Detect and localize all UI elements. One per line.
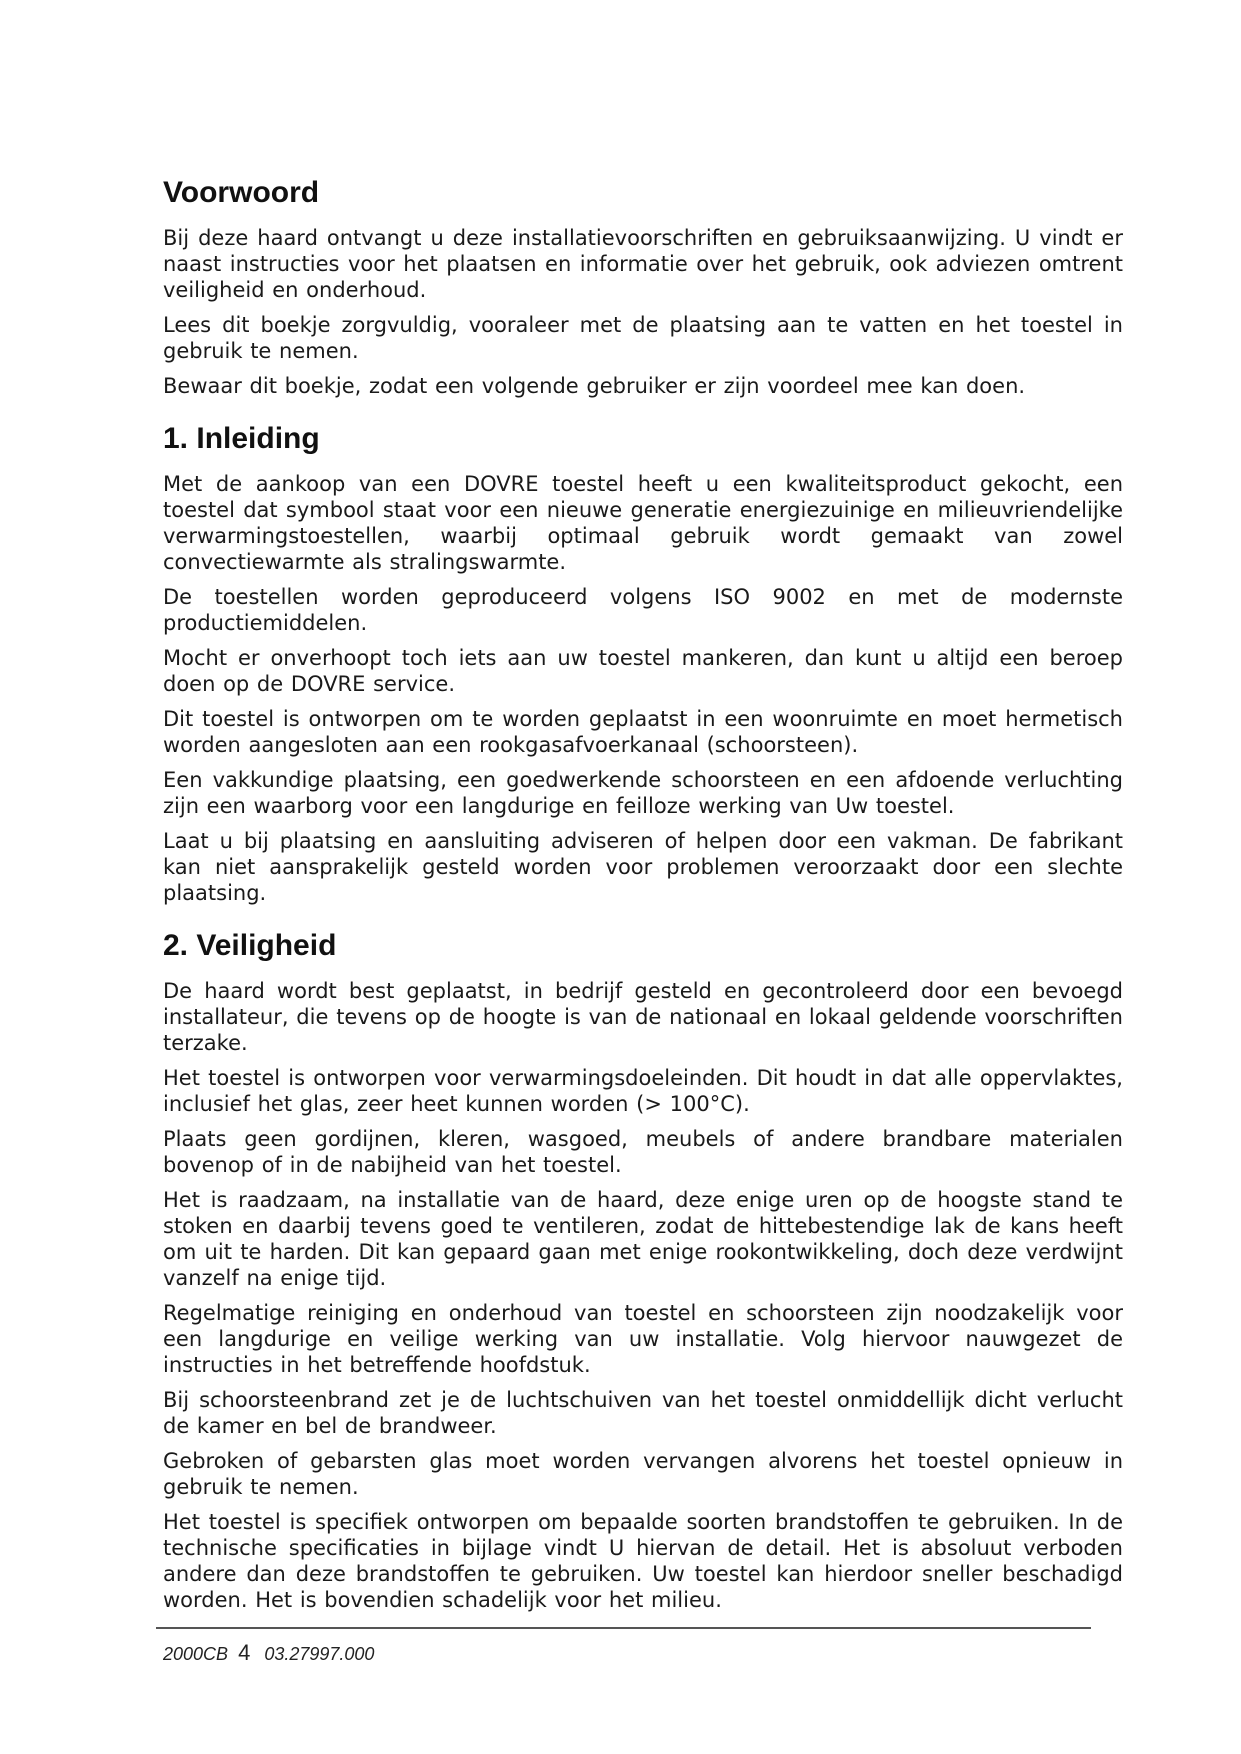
safety-paragraph: Gebroken of gebarsten glas moet worden vervangen alvorens het toestel opnieuw in gebruik te nemen. <box>163 1449 1123 1499</box>
page-content <box>163 175 1123 1622</box>
section-foreword <box>163 175 1123 399</box>
footer-page-number: 4 <box>238 1640 251 1665</box>
safety-paragraph: Het is raadzaam, na installatie van de haard, deze enige uren op de hoogste stand te stoken en daarbij tevens goed te ventileren, zodat de hittebestendige lak de kans heeft om uit te harden. Dit kan gepaard gaan met enige rookontwikkeling, doch deze verdwijnt vanzelf na enige tijd. <box>163 1188 1123 1290</box>
section-introduction <box>163 421 1123 906</box>
foreword-paragraph: Lees dit boekje zorgvuldig, vooraleer met de plaatsing aan te vatten en het toestel in gebruik te nemen. <box>163 313 1123 363</box>
foreword-heading: Voorwoord <box>163 176 320 209</box>
safety-paragraph: Het toestel is ontworpen voor verwarmingsdoeleinden. Dit houdt in dat alle oppervlaktes, inclusief het glas, zeer heet kunnen worden (> 100°C). <box>163 1066 1123 1116</box>
safety-paragraph: Plaats geen gordijnen, kleren, wasgoed, meubels of andere brandbare materialen bovenop of in de nabijheid van het toestel. <box>163 1127 1123 1177</box>
safety-paragraph: De haard wordt best geplaatst, in bedrijf gesteld en gecontroleerd door een bevoegd installateur, die tevens op de hoogte is van de nationaal en lokaal geldende voorschriften terzake. <box>163 979 1123 1055</box>
footer-divider <box>156 1627 1091 1629</box>
safety-paragraph: Bij schoorsteenbrand zet je de luchtschuiven van het toestel onmiddellijk dicht verlucht de kamer en bel de brandweer. <box>163 1388 1123 1438</box>
introduction-paragraph: Laat u bij plaatsing en aansluiting adviseren of helpen door een vakman. De fabrikant kan niet aansprakelijk gesteld worden voor problemen veroorzaakt door een slechte plaatsing. <box>163 829 1123 905</box>
introduction-paragraph: Mocht er onverhoopt toch iets aan uw toestel mankeren, dan kunt u altijd een beroep doen op de DOVRE service. <box>163 646 1123 696</box>
section-safety <box>163 928 1123 1613</box>
introduction-paragraph: Een vakkundige plaatsing, een goedwerkende schoorsteen en een afdoende verluchting zijn een waarborg voor een langdurige en feilloze werking van Uw toestel. <box>163 768 1123 818</box>
footer-model: 2000CB <box>163 1644 229 1664</box>
foreword-paragraph: Bij deze haard ontvangt u deze installatievoorschriften en gebruiksaanwijzing. U vindt er naast instructies voor het plaatsen en informatie over het gebruik, ook adviezen omtrent veiligheid en onderhoud. <box>163 226 1123 302</box>
safety-paragraph: Het toestel is specifiek ontworpen om bepaalde soorten brandstoffen te gebruiken. In de technische specificaties in bijlage vindt U hiervan de detail. Het is absoluut verboden andere dan deze brandstoffen te gebruiken. Uw toestel kan hierdoor sneller beschadigd worden. Het is bovendien schadelijk voor het milieu. <box>163 1510 1123 1612</box>
introduction-paragraph: Met de aankoop van een DOVRE toestel heeft u een kwaliteitsproduct gekocht, een toestel dat symbool staat voor een nieuwe generatie energiezuinige en milieuvriendelijke verwarmingstoestellen, waarbij optimaal gebruik wordt gemaakt van zowel convectiewarmte als stralingswarmte. <box>163 472 1123 574</box>
introduction-paragraph: De toestellen worden geproduceerd volgens ISO 9002 en met de modernste productiemiddelen. <box>163 585 1123 635</box>
page-footer <box>163 1640 374 1666</box>
foreword-paragraph: Bewaar dit boekje, zodat een volgende gebruiker er zijn voordeel mee kan doen. <box>163 374 1026 398</box>
footer-doc-code: 03.27997.000 <box>264 1644 375 1664</box>
introduction-heading: 1. Inleiding <box>163 422 320 455</box>
safety-paragraph: Regelmatige reiniging en onderhoud van toestel en schoorsteen zijn noodzakelijk voor een langdurige en veilige werking van uw installatie. Volg hiervoor nauwgezet de instructies in het betreffende hoofdstuk. <box>163 1301 1123 1377</box>
introduction-paragraph: Dit toestel is ontworpen om te worden geplaatst in een woonruimte en moet hermetisch worden aangesloten aan een rookgasafvoerkanaal (schoorsteen). <box>163 707 1123 757</box>
safety-heading: 2. Veiligheid <box>163 929 337 962</box>
